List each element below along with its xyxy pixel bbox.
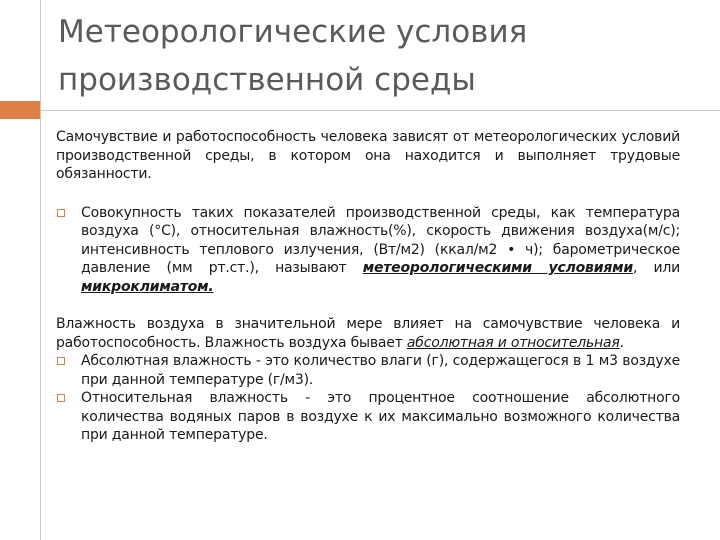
term-separator: , или	[632, 260, 680, 276]
bullet-text: Относительная влажность - это процентное соотношение абсолютного количества водяных паров в воздухе к их максимально возможного количества при данной температуре.	[81, 390, 680, 443]
slide-body	[56, 128, 680, 445]
humidity-end: .	[619, 334, 624, 351]
slide-title: Метеорологические условия производственной среды	[58, 14, 528, 98]
term-meteo-conditions: метеорологическими условиями	[362, 260, 633, 276]
term-humidity-types: абсолютная и относительная	[406, 334, 620, 351]
square-bullet-icon	[57, 394, 65, 402]
intro-paragraph: Самочувствие и работоспособность человека зависят от метеорологических условий производственной среды, в котором она находится и выполняет трудовые обязанности.	[56, 129, 680, 182]
humidity-paragraph	[56, 315, 680, 352]
vertical-divider	[40, 0, 41, 540]
bullet-item-relative-humidity	[56, 389, 680, 445]
bullet-item-absolute-humidity	[56, 352, 680, 389]
square-bullet-icon	[57, 209, 65, 217]
humidity-text: Влажность воздуха в значительной мере влияет на самочувствие человека и работоспособность. Влажность воздуха бывает	[56, 316, 680, 351]
horizontal-divider	[0, 110, 720, 111]
accent-bar	[0, 101, 40, 119]
bullet-text: Совокупность таких показателей производственной среды, как температура воздуха (°С), относительная влажность(%), скорость движения воздуха(м/с); интенсивность теплового излучения, (Вт/м2) (ккал/м2 • ч); барометрическое давление (мм рт.ст.), называют	[81, 204, 680, 276]
bullet-item-microclimate	[56, 204, 680, 297]
bullet-text: Абсолютная влажность - это количество влаги (г), содержащегося в 1 м3 воздухе при данной температуре (г/м3).	[81, 353, 680, 388]
square-bullet-icon	[57, 357, 65, 365]
term-microclimate: микроклиматом.	[81, 278, 214, 295]
